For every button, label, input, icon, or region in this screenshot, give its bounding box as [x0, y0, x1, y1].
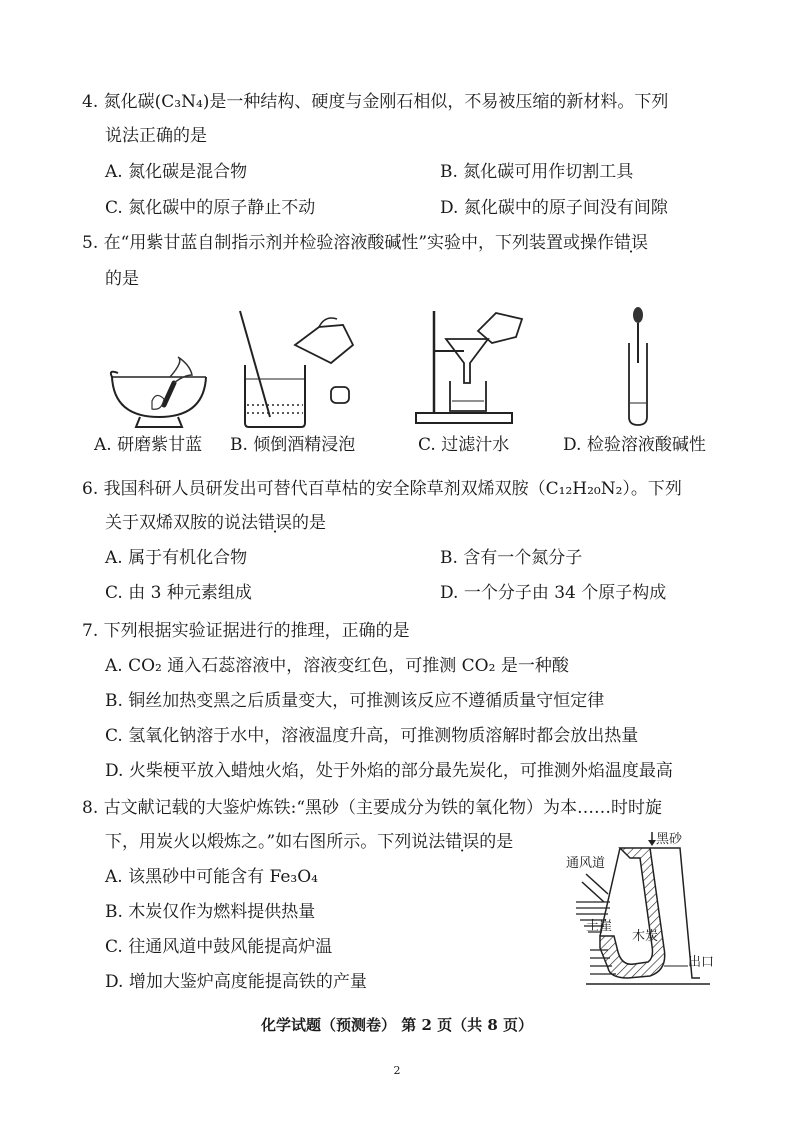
page-footer: 化学试题（预测卷） 第 2 页（共 8 页）	[261, 1016, 533, 1034]
q5-emphasis: 错误	[614, 233, 649, 253]
q5-caption-d: D. 检验溶液酸碱性	[563, 435, 706, 455]
filtration-figure	[412, 305, 542, 427]
furnace-label-charcoal: 木炭	[632, 929, 659, 944]
furnace-label-outlet: 出口	[688, 955, 715, 970]
q7-option-a: A. CO₂ 通入石蕊溶液中，溶液变红色，可推测 CO₂ 是一种酸	[105, 656, 569, 676]
q8-option-a: A. 该黑砂中可能含有 Fe₃O₄	[105, 867, 318, 887]
q6-stem-tail: 的是	[292, 513, 326, 533]
q5-caption-b: B. 倾倒酒精浸泡	[230, 435, 356, 455]
test-tube-dropper-figure	[618, 305, 658, 430]
q4-stem-line2: 说法正确的是	[105, 126, 207, 146]
page-number: 2	[393, 1064, 401, 1077]
q7-option-c: C. 氢氧化钠溶于水中，溶液温度升高，可推测物质溶解时都会放出热量	[105, 726, 639, 746]
q6-option-b: B. 含有一个氮分子	[440, 548, 583, 568]
q6-stem-line1: 6. 我国科研人员研发出可替代百草枯的安全除草剂双烯双胺（C₁₂H₂₀N₂）。下列	[82, 479, 682, 499]
q8-stem-text: 下，用炭火以煅炼之。”如右图所示。下列说法	[105, 832, 446, 852]
q6-option-d: D. 一个分子由 34 个原子构成	[440, 583, 667, 603]
q6-stem-text: 关于双烯双胺的说法	[105, 513, 258, 533]
q4-option-c: C. 氮化碳中的原子静止不动	[105, 198, 316, 218]
q8-option-b: B. 木炭仅作为燃料提供热量	[105, 902, 316, 922]
q7-option-b: B. 铜丝加热变黑之后质量变大，可推测该反应不遵循质量守恒定律	[105, 691, 605, 711]
q8-stem-line1: 8. 古文献记载的大鉴炉炼铁:“黑砂（主要成分为铁的氧化物）为本……时时旋	[82, 798, 663, 818]
q8-option-d: D. 增加大鉴炉高度能提高铁的产量	[105, 972, 367, 992]
beaker-pouring-figure	[235, 305, 365, 430]
q5-caption-a: A. 研磨紫甘蓝	[94, 435, 203, 455]
q7-option-d: D. 火柴梗平放入蜡烛火焰，处于外焰的部分最先炭化，可推测外焰温度最高	[105, 761, 673, 781]
q5-stem-line2: 的是	[105, 269, 139, 289]
q8-emphasis: 错误	[445, 832, 480, 852]
q4-stem-line1: 4. 氮化碳(C₃N₄)是一种结构、硬度与金刚石相似，不易被压缩的新材料。下列	[82, 92, 669, 112]
q4-option-a: A. 氮化碳是混合物	[105, 162, 248, 182]
mortar-pestle-figure	[104, 355, 214, 430]
furnace-label-heisha: 黑砂	[656, 832, 683, 847]
q6-emphasis: 错误	[258, 513, 292, 533]
q8-stem-tail: 的是	[479, 832, 514, 852]
q8-option-c: C. 往通风道中鼓风能提高炉温	[105, 937, 333, 957]
q8-stem-line2	[105, 829, 513, 855]
q4-option-d: D. 氮化碳中的原子间没有间隙	[440, 198, 668, 218]
furnace-label-earth-cliff: 土崖	[586, 919, 613, 934]
q7-stem: 7. 下列根据实验证据进行的推理，正确的是	[82, 621, 410, 641]
q6-stem-line2	[105, 510, 326, 536]
q4-option-b: B. 氮化碳可用作切割工具	[440, 162, 634, 182]
q5-stem-text: 5. 在“用紫甘蓝自制指示剂并检验溶液酸碱性”实验中，下列装置或操作	[82, 233, 615, 253]
q6-option-c: C. 由 3 种元素组成	[105, 583, 252, 603]
furnace-label-air-channel: 通风道	[566, 856, 606, 871]
q5-stem-line1	[82, 230, 648, 256]
q6-option-a: A. 属于有机化合物	[105, 548, 248, 568]
q5-caption-c: C. 过滤汁水	[418, 435, 510, 455]
